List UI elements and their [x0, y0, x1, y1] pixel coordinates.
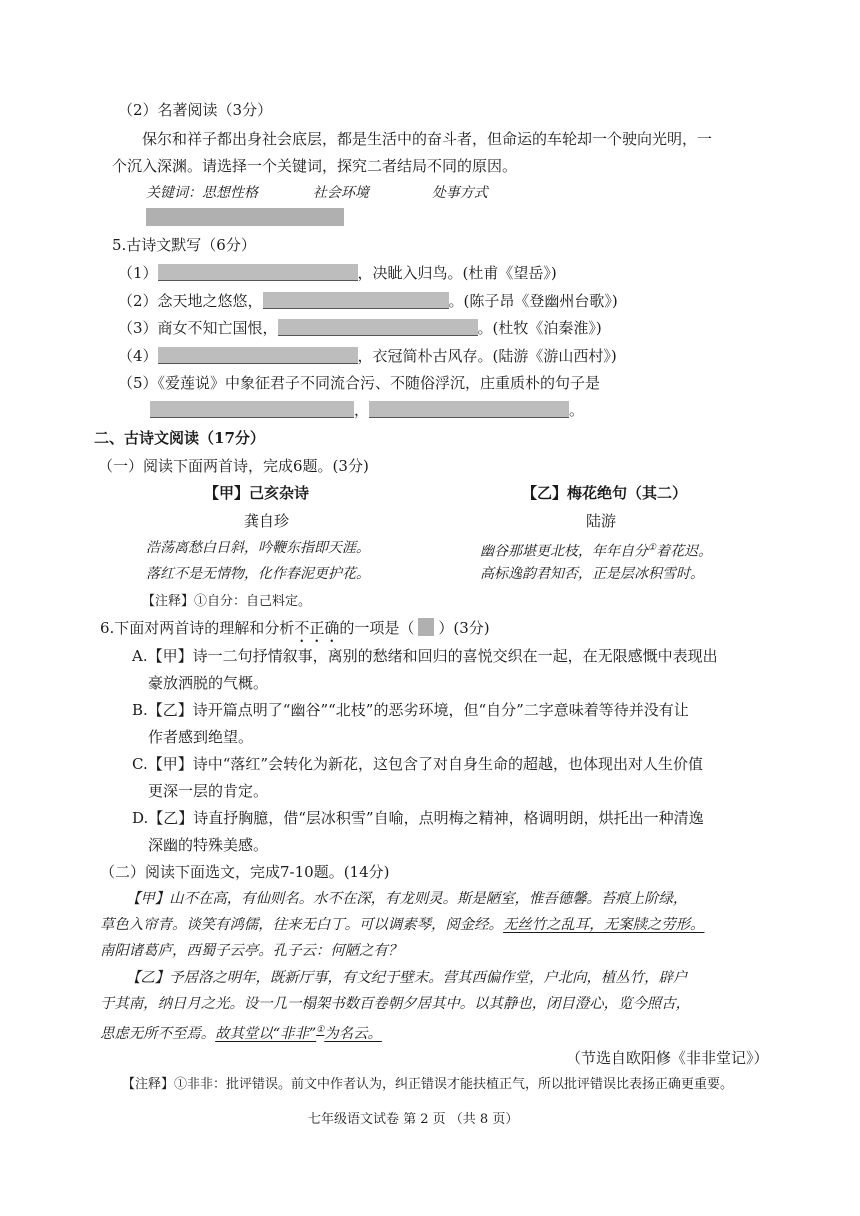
poem-note: 【注释】①自分：自己料定。 — [142, 594, 312, 609]
q6-stem — [100, 617, 490, 646]
passage-jia-line2-a: 草色入帘青。谈笑有鸿儒，往来无白丁。可以调素琴，阅金经。 — [100, 917, 503, 933]
q5-item1 — [118, 262, 557, 284]
passage-yi-underlined: 故其堂以“非非” — [215, 1025, 317, 1042]
q5-item3 — [118, 317, 602, 339]
passage-yi-line3 — [100, 1019, 382, 1045]
q6-option-c-line1: C.【甲】诗中“落红”会转化为新花，这包含了对自身生命的超越，也体现出对人生价值 — [132, 755, 704, 773]
poem-b-line1 — [480, 537, 712, 563]
passage-jia-line3: 南阳诸葛庐，西蜀子云亭。孔子云：何陋之有？ — [100, 943, 403, 959]
q5-item1-text: ，决眦入归鸟。(杜甫《望岳》) — [357, 264, 557, 282]
q6-option-d-line2: 深幽的特殊美感。 — [148, 836, 269, 854]
passage-jia-line2 — [100, 914, 704, 936]
q6-stem-c: ）(3分) — [438, 619, 490, 637]
q5-item2-text: （2）念天地之悠悠， — [118, 292, 263, 310]
q5-item5-comma: ， — [354, 401, 370, 419]
poem-b-line1-a: 幽谷那堪更北枝，年年自分 — [480, 543, 648, 560]
reading-prompt-line2: 个沉入深渊。请选择一个关键词，探究二者结局不同的原因。 — [112, 157, 518, 175]
passage-jia-line1: 【甲】山不在高，有仙则名。水不在深，有龙则灵。斯是陋室，惟吾德馨。苔痕上阶绿， — [126, 891, 688, 907]
q6-option-a-line2: 豪放洒脱的气概。 — [148, 674, 269, 692]
poem-b-line2: 高标逸韵君知否，正是层冰积雪时。 — [480, 566, 704, 582]
passage-yi-underlined-end: 为名云。 — [324, 1025, 382, 1042]
q6-option-a-line1: A.【甲】诗一二句抒情叙事，离别的愁绪和回归的喜悦交织在一起，在无限感慨中表现出 — [132, 647, 718, 665]
poem-b-line1-b: 着花迟。 — [656, 543, 713, 560]
poem-b-footnote-mark: ① — [648, 543, 657, 553]
passage-source: （节选自欧阳修《非非堂记》） — [566, 1049, 769, 1067]
q6-option-b-line1: B.【乙】诗开篇点明了“幽谷”“北枝”的恶劣环境，但“自分”二字意味着等待并没有让 — [132, 701, 689, 719]
keywords-row — [146, 182, 488, 204]
q5-item1-num: （1） — [118, 264, 158, 282]
passage-jia-underlined: 无丝竹之乱耳，无案牍之劳形。 — [502, 917, 705, 933]
reading-heading: （2）名著阅读（3分） — [118, 101, 273, 119]
passage-note: 【注释】①非非：批评错误。前文中作者认为，纠正错误才能扶植正气，所以批评错误比表扬正确更重要。 — [122, 1077, 734, 1092]
q6-option-b-line2: 作者感到绝望。 — [148, 728, 254, 746]
q5-item2-tail: 。(陈子昂《登幽州台歌》) — [448, 292, 618, 310]
passage-sub2: （二）阅读下面选文，完成7-10题。(14分) — [100, 863, 390, 881]
reading-prompt-line1: 保尔和祥子都出身社会底层，都是生活中的奋斗者，但命运的车轮却一个驶向光明，一 — [142, 130, 713, 148]
section2-heading: 二、古诗文阅读（17分） — [94, 429, 265, 447]
q5-item5: （5）《爱莲说》中象征君子不同流合污、不随俗浮沉，庄重质朴的句子是 — [118, 374, 601, 392]
q5-item5-answers — [150, 399, 584, 421]
q6-stem-emphasis: 不正确 — [294, 619, 340, 637]
answer-area[interactable] — [146, 207, 344, 229]
q5-item3-text: （3）商女不知亡国恨， — [118, 319, 278, 337]
poem-b-author: 陆游 — [586, 512, 617, 530]
section2-sub1: （一）阅读下面两首诗，完成6题。(3分) — [98, 457, 369, 475]
q5-item5-end: 。 — [569, 401, 585, 419]
q6-option-c-line2: 更深一层的肯定。 — [148, 782, 269, 800]
poem-a-line1: 浩荡离愁白日斜，吟鞭东指即天涯。 — [146, 540, 370, 556]
poem-b-title: 【乙】梅花绝句（其二） — [522, 484, 688, 502]
q6-answer-box[interactable] — [418, 618, 434, 636]
blank-2[interactable] — [263, 292, 449, 309]
blank-5a[interactable] — [150, 401, 354, 418]
blank-4[interactable] — [158, 347, 358, 364]
passage-yi-line3-a: 思虑无所不至焉。 — [100, 1025, 216, 1042]
keyword-3: 处事方式 — [431, 185, 488, 201]
passage-footnote-mark: ① — [316, 1025, 325, 1035]
page-footer: 七年级语文试卷 第 2 页 （共 8 页） — [308, 1112, 519, 1127]
q5-heading: 5.古诗文默写（6分） — [112, 236, 256, 254]
q5-item3-tail: 。(杜牧《泊秦淮》) — [477, 319, 602, 337]
poem-a-author: 龚自珍 — [244, 512, 290, 530]
q5-item4-text: ，衣冠简朴古风存。(陆游《游山西村》) — [357, 347, 617, 365]
poem-a-title: 【甲】己亥杂诗 — [204, 484, 310, 502]
q5-item4 — [118, 345, 617, 367]
q5-item4-num: （4） — [118, 347, 158, 365]
keyword-2: 社会环境 — [312, 185, 369, 201]
q6-stem-b: 的一项是（ — [339, 619, 415, 637]
keywords-label: 关键词： — [146, 185, 202, 201]
keyword-1: 思想性格 — [202, 185, 258, 201]
q5-item2 — [118, 290, 618, 312]
passage-yi-line1: 【乙】予居洛之明年，既新厅事，有文纪于壁末。营其西偏作堂，户北向，植丛竹，辟户 — [126, 970, 688, 986]
poem-a-line2: 落红不是无情物，化作春泥更护花。 — [146, 566, 370, 582]
passage-yi-line2: 于其南，纳日月之光。设一几一榻架书数百卷朝夕居其中。以其静也，闭目澄心，览今照古， — [100, 996, 691, 1012]
blank-5b[interactable] — [369, 401, 569, 418]
blank-1[interactable] — [158, 264, 358, 281]
q6-stem-a: 6.下面对两首诗的理解和分析 — [100, 619, 295, 637]
q6-option-d-line1: D.【乙】诗直抒胸臆，借“层冰积雪”自喻，点明梅之精神，格调明朗，烘托出一种清逸 — [132, 809, 704, 827]
blank-3[interactable] — [278, 319, 478, 336]
